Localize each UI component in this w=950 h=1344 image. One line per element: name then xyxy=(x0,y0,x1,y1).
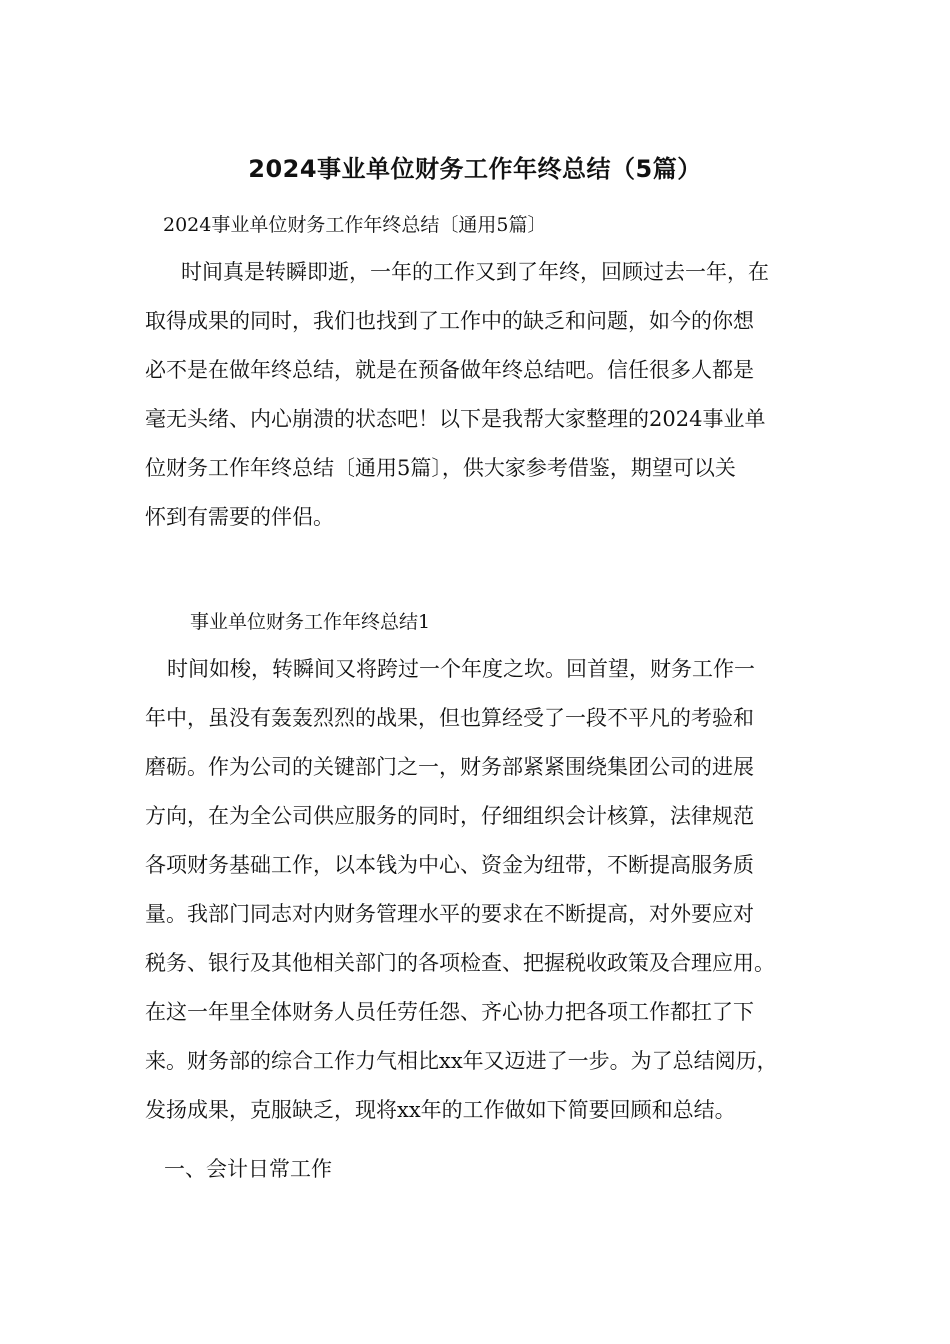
paragraph-line: 位财务工作年终总结〔通用5篇〕，供大家参考借鉴，期望可以关 xyxy=(145,456,736,480)
intro-paragraph xyxy=(145,248,845,542)
paragraph-line: 怀到有需要的伴侣。 xyxy=(145,505,334,529)
body-paragraph xyxy=(145,645,845,1135)
sub-heading: 一、会计日常工作 xyxy=(164,1157,332,1181)
paragraph-line: 时间如梭，转瞬间又将跨过一个年度之坎。回首望，财务工作一 xyxy=(167,657,755,681)
paragraph-line: 在这一年里全体财务人员任劳任怨、齐心协力把各项工作都扛了下 xyxy=(145,1000,754,1024)
paragraph-line: 方向，在为全公司供应服务的同时，仔细组织会计核算，法律规范 xyxy=(145,804,754,828)
paragraph-line: 毫无头绪、内心崩溃的状态吧！以下是我帮大家整理的2024事业单 xyxy=(145,407,766,431)
document-subtitle: 2024事业单位财务工作年终总结〔通用5篇〕 xyxy=(163,214,547,236)
document-title: 2024事业单位财务工作年终总结（5篇） xyxy=(248,155,702,183)
paragraph-line: 来。财务部的综合工作力气相比xx年又迈进了一步。为了总结阅历， xyxy=(145,1049,778,1073)
paragraph-line: 量。我部门同志对内财务管理水平的要求在不断提高，对外要应对 xyxy=(145,902,754,926)
paragraph-line: 年中，虽没有轰轰烈烈的战果，但也算经受了一段不平凡的考验和 xyxy=(145,706,754,730)
section-heading: 事业单位财务工作年终总结1 xyxy=(190,611,431,633)
paragraph-line: 各项财务基础工作，以本钱为中心、资金为纽带，不断提高服务质 xyxy=(145,853,754,877)
paragraph-line: 磨砺。作为公司的关键部门之一，财务部紧紧围绕集团公司的进展 xyxy=(145,755,754,779)
paragraph-line: 税务、银行及其他相关部门的各项检查、把握税收政策及合理应用。 xyxy=(145,951,775,975)
paragraph-line: 取得成果的同时，我们也找到了工作中的缺乏和问题，如今的你想 xyxy=(145,309,754,333)
paragraph-line: 发扬成果，克服缺乏，现将xx年的工作做如下简要回顾和总结。 xyxy=(145,1098,736,1122)
paragraph-line: 时间真是转瞬即逝，一年的工作又到了年终，回顾过去一年，在 xyxy=(181,260,769,284)
paragraph-line: 必不是在做年终总结，就是在预备做年终总结吧。信任很多人都是 xyxy=(145,358,754,382)
